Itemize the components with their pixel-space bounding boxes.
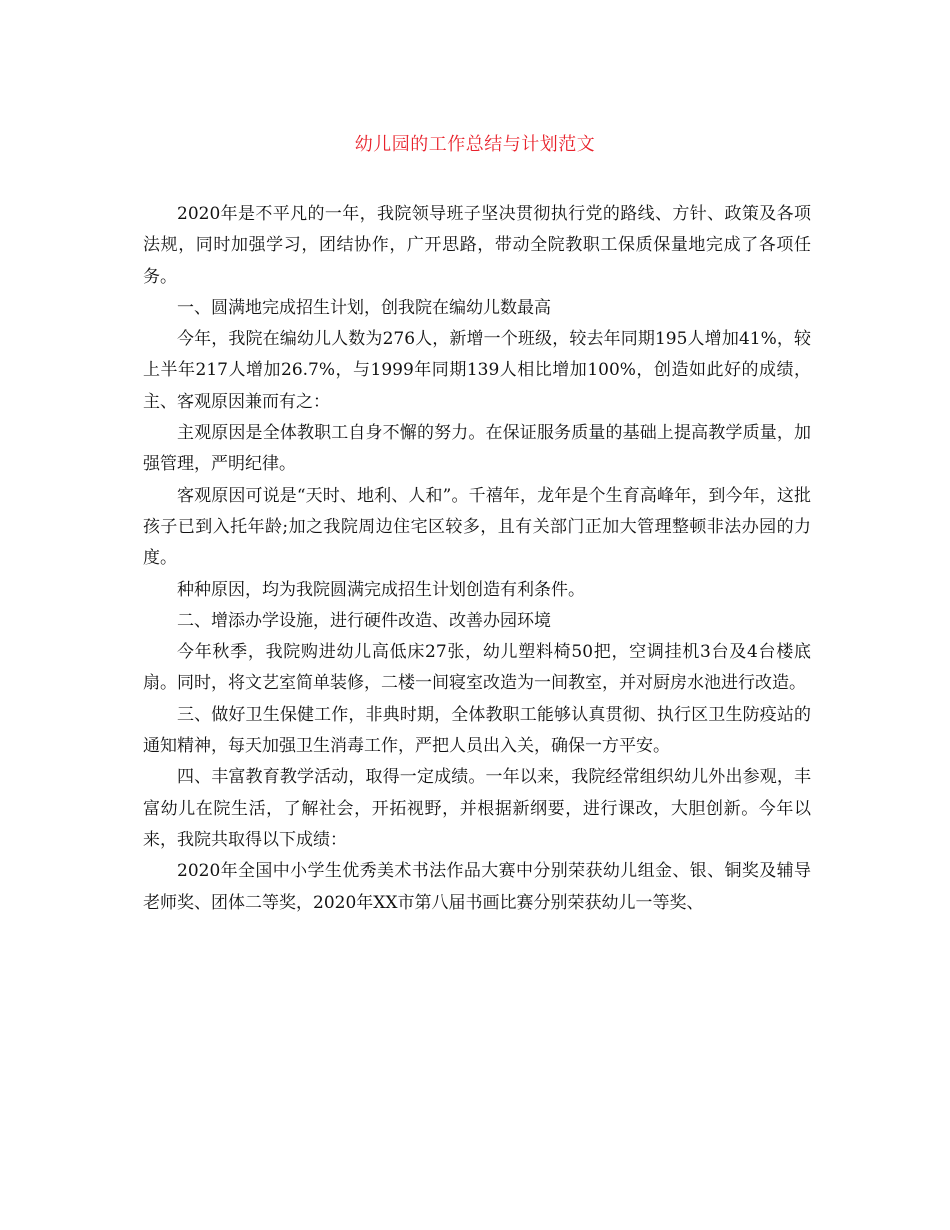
- paragraph-enrollment: 今年，我院在编幼儿人数为276人，新增一个班级，较去年同期195人增加41%，较上半年217人增加26.7%，与1999年同期139人相比增加100%，创造如此好的成绩，主、客观原因兼而有之：: [143, 329, 811, 412]
- paragraph-subjective-reason: 主观原因是全体教职工自身不懈的努力。在保证服务质量的基础上提高教学质量，加强管理，严明纪律。: [143, 423, 811, 475]
- paragraph-health-care: 三、做好卫生保健工作，非典时期，全体教职工能够认真贯彻、执行区卫生防疫站的通知精神，每天加强卫生消毒工作，严把人员出入关，确保一方平安。: [143, 704, 811, 757]
- paragraph-facilities: 今年秋季，我院购进幼儿高低床27张，幼儿塑料椅50把，空调挂机3台及4台楼底扇。同时，将文艺室简单装修，二楼一间寝室改造为一间教室，并对厨房水池进行改造。: [143, 642, 811, 694]
- paragraph-teaching-activities: 四、丰富教育教学活动，取得一定成绩。一年以来，我院经常组织幼儿外出参观，丰富幼儿在院生活，了解社会，开拓视野，并根据新纲要，进行课改，大胆创新。今年以来，我院共取得以下成绩：: [143, 767, 811, 850]
- paragraph-intro: 2020年是不平凡的一年，我院领导班子坚决贯彻执行党的路线、方针、政策及各项法规，同时加强学习，团结协作，广开思路，带动全院教职工保质保量地完成了各项任务。: [143, 204, 811, 287]
- document-body: [143, 199, 811, 919]
- paragraph-awards: 2020年全国中小学生优秀美术书法作品大赛中分别荣获幼儿组金、银、铜奖及辅导老师奖、团体二等奖，2020年XX市第八届书画比赛分别荣获幼儿一等奖、: [143, 861, 811, 913]
- paragraph-summary-reasons: 种种原因，均为我院圆满完成招生计划创造有利条件。: [177, 579, 585, 600]
- document-title: 幼儿园的工作总结与计划范文: [354, 134, 596, 155]
- heading-section-2: 二、增添办学设施，进行硬件改造、改善办园环境: [177, 610, 551, 631]
- paragraph-objective-reason: 客观原因可说是“天时、地利、人和”。千禧年，龙年是个生育高峰年，到今年，这批孩子已到入托年龄;加之我院周边住宅区较多，且有关部门正加大管理整顿非法办园的力度。: [143, 485, 811, 569]
- heading-section-1: 一、圆满地完成招生计划，创我院在编幼儿数最高: [177, 297, 551, 318]
